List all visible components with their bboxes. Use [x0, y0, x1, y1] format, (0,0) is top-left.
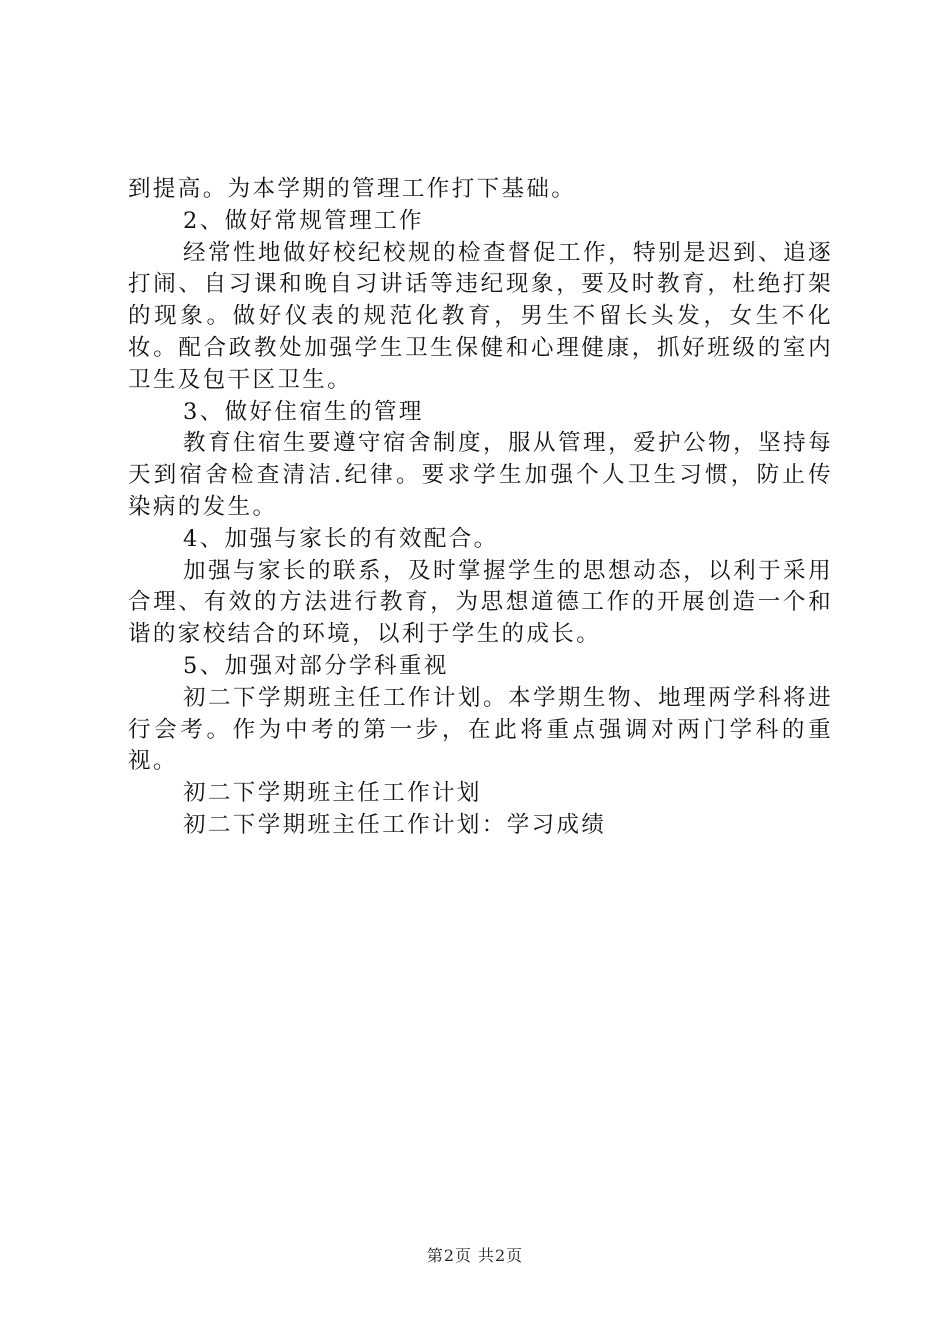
section-heading-subject-emphasis: 5、加强对部分学科重视 [183, 652, 449, 679]
page-footer [0, 1243, 950, 1266]
paragraph-routine-management: 经常性地做好校纪校规的检查督促工作，特别是迟到、追逐打闹、自习课和晚自习讲话等违纪现象，要及时教育，杜绝打架的现象。做好仪表的规范化教育，男生不留长头发，女生不化妆。配合政教处加强学生卫生保健和心理健康，抓好班级的室内卫生及包干区卫生。 [128, 239, 833, 393]
page-number-total: 共2页 [478, 1246, 524, 1265]
section-heading-boarding-students: 3、做好住宿生的管理 [183, 398, 424, 425]
paragraph-parent-cooperation: 加强与家长的联系，及时掌握学生的思想动态，以利于采用合理、有效的方法进行教育，为思想道德工作的开展创造一个和谐的家校结合的环境，以利于学生的成长。 [128, 557, 833, 648]
section-heading-routine-management: 2、做好常规管理工作 [183, 207, 424, 234]
paragraph-subject-emphasis: 初二下学期班主任工作计划。本学期生物、地理两学科将进行会考。作为中考的第一步，在此将重点强调对两门学科的重视。 [128, 684, 833, 775]
document-body [128, 174, 833, 842]
paragraph-boarding-students: 教育住宿生要遵守宿舍制度，服从管理，爱护公物，坚持每天到宿舍检查清洁.纪律。要求学生加强个人卫生习惯，防止传染病的发生。 [128, 430, 833, 520]
section-heading-parent-cooperation: 4、加强与家长的有效配合。 [183, 525, 499, 552]
page-number-current: 第2页 [426, 1246, 472, 1265]
document-subtitle-line: 初二下学期班主任工作计划：学习成绩 [183, 811, 607, 838]
document-title-line: 初二下学期班主任工作计划 [183, 780, 482, 807]
paragraph-continuation: 到提高。为本学期的管理工作打下基础。 [128, 176, 577, 202]
